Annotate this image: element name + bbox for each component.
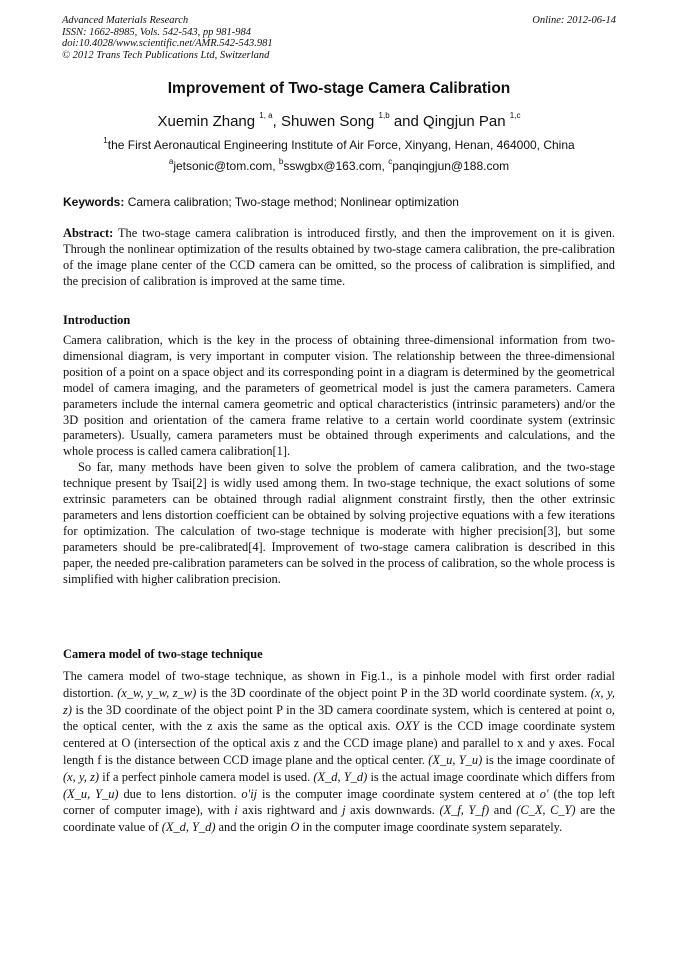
- text-run: are the coordinate value of: [63, 803, 616, 835]
- affiliation: [0, 138, 678, 152]
- math-expr: (x, y, z): [63, 685, 616, 717]
- affiliation-text: the First Aeronautical Engineering Institute of Air Force, Xinyang, Henan, 464000, China: [107, 138, 575, 152]
- math-expr: (X_u, Y_u): [63, 786, 119, 801]
- copyright-line: © 2012 Trans Tech Publications Ltd, Switzerland: [62, 49, 270, 61]
- journal-name: Advanced Materials Research: [62, 15, 189, 26]
- paragraph: So far, many methods have been given to solve the problem of camera calibration, and the two-stage technique present by Tsai[2] is widly used among them. In two-stage technique, the exact solutions of some extrinsic parameters can be obtained through radial alignment constraint firstly, then the other extrinsic parameters and lens distortion coefficient can be obtained by solving projective equations with a few iterations for optimization. The calculation of two-stage technique is moderate with higher precision[3], but some parameters should be pre-calibrated[4]. Improvement of two-stage camera calibration is described in this paper, the needed pre-calibration parameters can be solved in the process of calibration, so the whole process is simplified with higher calibration precision.: [63, 460, 615, 586]
- math-expr: OXY: [395, 719, 419, 734]
- author-sep: and: [389, 113, 424, 130]
- paragraph: Camera calibration, which is the key in the process of obtaining three-dimensional information from two-dimensional diagram, is very important in computer vision. The relationship between the three-dimensional position of a point on a space object and its corresponding point in a diagram is determined by the geometrical model of camera imaging, and the parameters of geometrical model is just the camera parameters. Camera parameters include the internal camera geometric and optical characteristics (intrinsic parameters) and/or the 3D position and orientation of the camera frame relative to a certain world coordinate system (extrinsic parameters). Usually, camera parameters must be obtained through experiments and calculations, and the whole process is called camera calibration[1].: [63, 333, 615, 459]
- math-expr: (x_w, y_w, z_w): [117, 685, 197, 700]
- text-run: if a perfect pinhole camera model is used.: [99, 769, 314, 784]
- text-run: axis downwards.: [345, 803, 440, 818]
- text-run: is the image coordinate of: [482, 752, 615, 767]
- email-sup: b: [278, 157, 284, 166]
- math-expr: j: [342, 803, 346, 818]
- affiliation-sup: 1: [103, 136, 108, 145]
- section-heading-introduction: Introduction: [63, 313, 131, 327]
- abstract-label: Abstract:: [63, 226, 114, 240]
- math-expr: (X_f, Y_f): [439, 803, 490, 818]
- text-run: and the origin: [215, 820, 291, 835]
- issn-line: ISSN: 1662-8985, Vols. 542-543, pp 981-984: [62, 26, 251, 38]
- keywords-text: Camera calibration; Two-stage method; Nonlinear optimization: [124, 195, 459, 209]
- online-date: Online: 2012-06-14: [532, 15, 616, 26]
- email-b[interactable]: sswgbx@163.com,: [283, 159, 389, 173]
- email-c[interactable]: panqingjun@188.com: [392, 159, 510, 173]
- math-expr: o'ij: [241, 786, 258, 801]
- email-a[interactable]: jetsonic@tom.com,: [173, 159, 279, 173]
- email-sup: a: [168, 157, 174, 166]
- email-list: [0, 159, 678, 173]
- text-run: is the 3D coordinate of the object point P in the 3D world coordinate system.: [196, 685, 591, 700]
- introduction-body: [63, 333, 615, 588]
- text-run: due to lens distortion.: [118, 786, 242, 801]
- math-expr: O: [290, 820, 300, 835]
- doi-line: doi:10.4028/www.scientific.net/AMR.542-543.981: [62, 38, 273, 49]
- text-run: is the actual image coordinate which differs from: [367, 769, 615, 784]
- math-expr: o': [539, 786, 549, 801]
- author-sep: ,: [272, 113, 281, 130]
- author-sup: 1, a: [259, 111, 273, 120]
- author-name: Xuemin Zhang: [157, 113, 256, 130]
- author-list: [0, 113, 678, 130]
- math-expr: (X_d, Y_d): [161, 820, 216, 835]
- text-run: is the CCD image coordinate system centered at O (intersection of the optical axis z and the CCD image plane) and parallel to x and y axes. Focal length f is the distance between CCD image plane and the optical center.: [63, 719, 615, 767]
- author-name: Shuwen Song: [280, 113, 375, 130]
- math-expr: (x, y, z): [63, 769, 100, 784]
- author-name: Qingjun Pan: [423, 113, 506, 130]
- section-heading-camera-model: Camera model of two-stage technique: [63, 647, 263, 661]
- abstract: [63, 226, 615, 290]
- text-run: (the top left corner of computer image), with: [63, 786, 615, 818]
- keywords-label: Keywords:: [63, 195, 125, 209]
- abstract-text: The two-stage camera calibration is introduced firstly, and then the improvement on it is given. Through the nonlinear optimization of the results obtained by two-stage camera calibration, the pre-calibration of the image plane center of the CCD camera can be omitted, so the process of calibration is simplified, and the precision of calibration is improved at the same time.: [63, 226, 615, 288]
- math-expr: (C_X, C_Y): [516, 803, 576, 818]
- math-expr: (X_u, Y_u): [428, 752, 483, 767]
- author-sup: 1,c: [509, 111, 521, 120]
- email-sup: c: [388, 157, 393, 166]
- camera-model-body: [63, 668, 615, 836]
- text-run: is the computer image coordinate system centered at: [257, 786, 540, 801]
- text-run: The camera model of two-stage technique, as shown in Fig.1., is a pinhole model with first order radial distortion.: [63, 669, 615, 700]
- paper-title: Improvement of Two-stage Camera Calibration: [167, 80, 511, 97]
- text-run: is the 3D coordinate of the object point P in the 3D camera coordinate system, which is centered at point o, the optical center, with the z axis the same as the optical axis.: [63, 702, 615, 734]
- author-sup: 1,b: [378, 111, 390, 120]
- text-run: axis rightward and: [237, 803, 343, 818]
- text-run: and: [489, 803, 517, 818]
- math-expr: (X_d, Y_d): [313, 769, 368, 784]
- journal-header: [62, 15, 616, 61]
- keywords: [63, 195, 615, 209]
- text-run: in the computer image coordinate system separately.: [299, 820, 563, 835]
- math-expr: i: [234, 803, 238, 818]
